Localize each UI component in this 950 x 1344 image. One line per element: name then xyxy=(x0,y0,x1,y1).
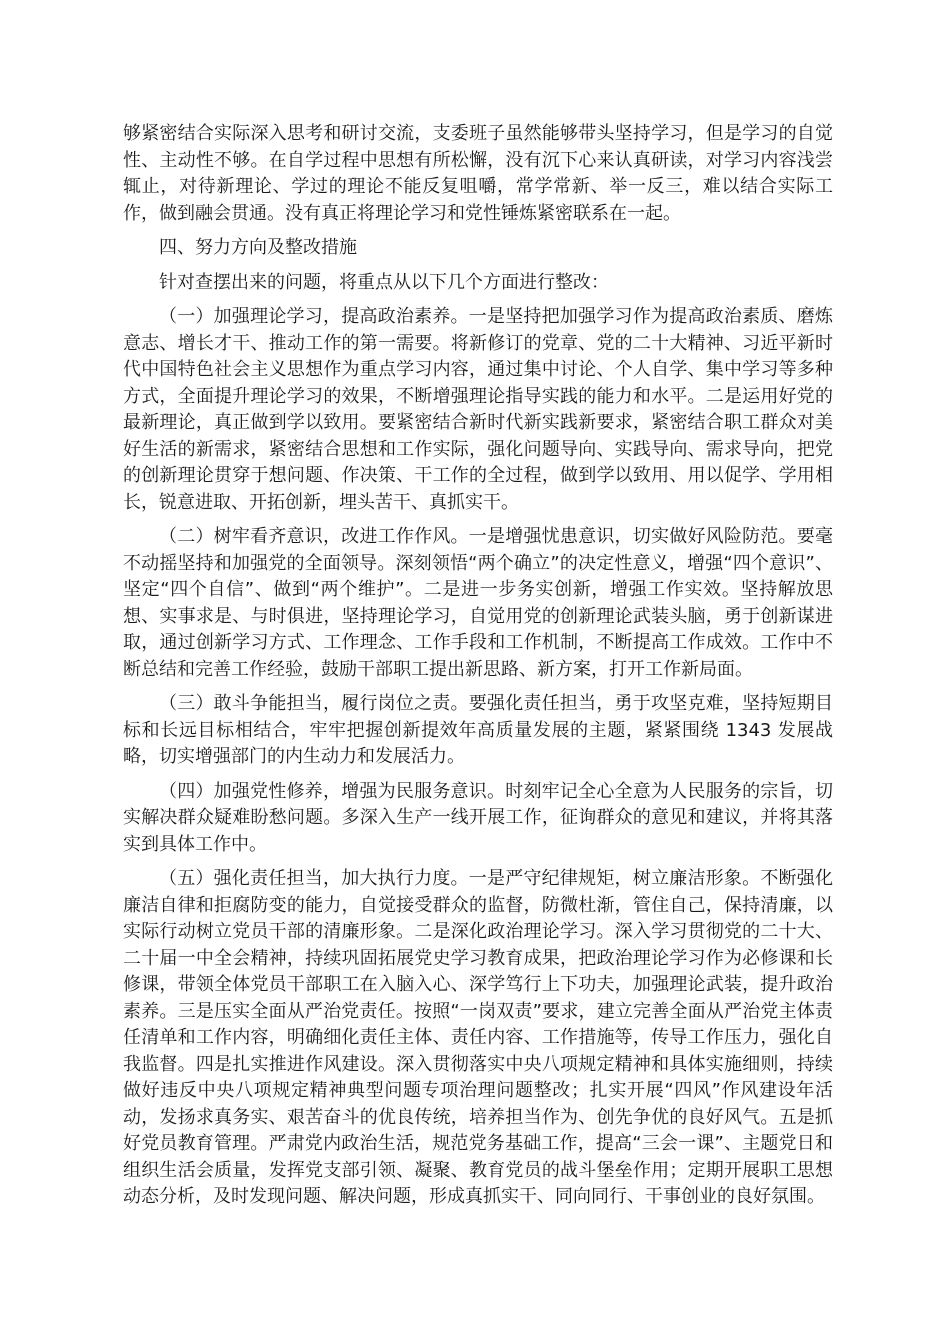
paragraph-item-3: （三）敢斗争能担当，履行岗位之责。要强化责任担当，勇于攻坚克难，坚持短期目标和长远目标相结合，牢牢把握创新提效年高质量发展的主题，紧紧围绕 1343 发展战略，切实增强部门的内生动力和发展活力。 xyxy=(123,693,833,767)
paragraph-continued-study-issue: 够紧密结合实际深入思考和研讨交流，支委班子虽然能够带头坚持学习，但是学习的自觉性、主动性不够。在自学过程中思想有所松懈，没有沉下心来认真研读，对学习内容浅尝辄止，对待新理论、学过的理论不能反复咀嚼，常学常新、举一反三，难以结合实际工作，做到融会贯通。没有真正将理论学习和党性锤炼紧密联系在一起。 xyxy=(123,123,833,224)
section-heading-rectification: 四、努力方向及整改措施 xyxy=(159,237,357,258)
paragraph-item-4: （四）加强党性修养，增强为民服务意识。时刻牢记全心全意为人民服务的宗旨，切实解决群众疑难盼愁问题。多深入生产一线开展工作，征询群众的意见和建议，并将其落实到具体工作中。 xyxy=(123,780,833,855)
paragraph-item-2: （二）树牢看齐意识，改进工作作风。一是增强忧患意识，切实做好风险防范。要毫不动摇坚持和加强党的全面领导。深刻领悟“两个确立”的决定性意义，增强“四个意识”、坚定“四个自信”、做到“两个维护”。二是进一步务实创新，增强工作实效。坚持解放思想、实事求是、与时俱进，坚持理论学习，自觉用党的创新理论武装头脑，勇于创新谋进取，通过创新学习方式、工作理念、工作手段和工作机制，不断提高工作成效。工作中不断总结和完善工作经验，鼓励干部职工提出新思路、新方案，打开工作新局面。 xyxy=(123,526,833,680)
paragraph-rectification-intro: 针对查摆出来的问题，将重点从以下几个方面进行整改： xyxy=(159,271,609,293)
paragraph-item-1: （一）加强理论学习，提高政治素养。一是坚持把加强学习作为提高政治素质、磨炼意志、增长才干、推动工作的第一需要。将新修订的党章、党的二十大精神、习近平新时代中国特色社会主义思想作为重点学习内容，通过集中讨论、个人自学、集中学习等多种方式，全面提升理论学习的效果，不断增强理论指导实践的能力和水平。二是运用好党的最新理论，真正做到学以致用。要紧密结合新时代新实践新要求，紧密结合职工群众对美好生活的新需求，紧密结合思想和工作实际，强化问题导向、实践导向、需求导向，把党的创新理论贯穿于想问题、作决策、干工作的全过程，做到学以致用、用以促学、学用相长，锐意进取、开拓创新，埋头苦干、真抓实干。 xyxy=(123,306,833,513)
document-body xyxy=(123,121,833,1219)
paragraph-item-5: （五）强化责任担当，加大执行力度。一是严守纪律规矩，树立廉洁形象。不断强化廉洁自律和拒腐防变的能力，自觉接受群众的监督，防微杜渐，管住自己，保持清廉，以实际行动树立党员干部的清廉形象。二是深化政治理论学习。深入学习贯彻党的二十大、二十届一中全会精神，持续巩固拓展党史学习教育成果，把政治理论学习作为必修课和长修课，带领全体党员干部职工在入脑入心、深学笃行上下功夫，加强理论武装，提升政治素养。三是压实全面从严治党责任。按照“一岗双责”要求，建立完善全面从严治党主体责任清单和工作内容，明确细化责任主体、责任内容、工作措施等，传导工作压力，强化自我监督。四是扎实推进作风建设。深入贯彻落实中央八项规定精神和具体实施细则，持续做好违反中央八项规定精神典型问题专项治理问题整改；扎实开展“四风”作风建设年活动，发扬求真务实、艰苦奋斗的优良传统，培养担当作为、创先争优的良好风气。五是抓好党员教育管理。严肃党内政治生活，规范党务基础工作，提高“三会一课”、主题党日和组织生活会质量，发挥党支部引领、凝聚、教育党员的战斗堡垒作用；定期开展职工思想动态分析，及时发现问题、解决问题，形成真抓实干、同向同行、干事创业的良好氛围。 xyxy=(123,868,833,1207)
